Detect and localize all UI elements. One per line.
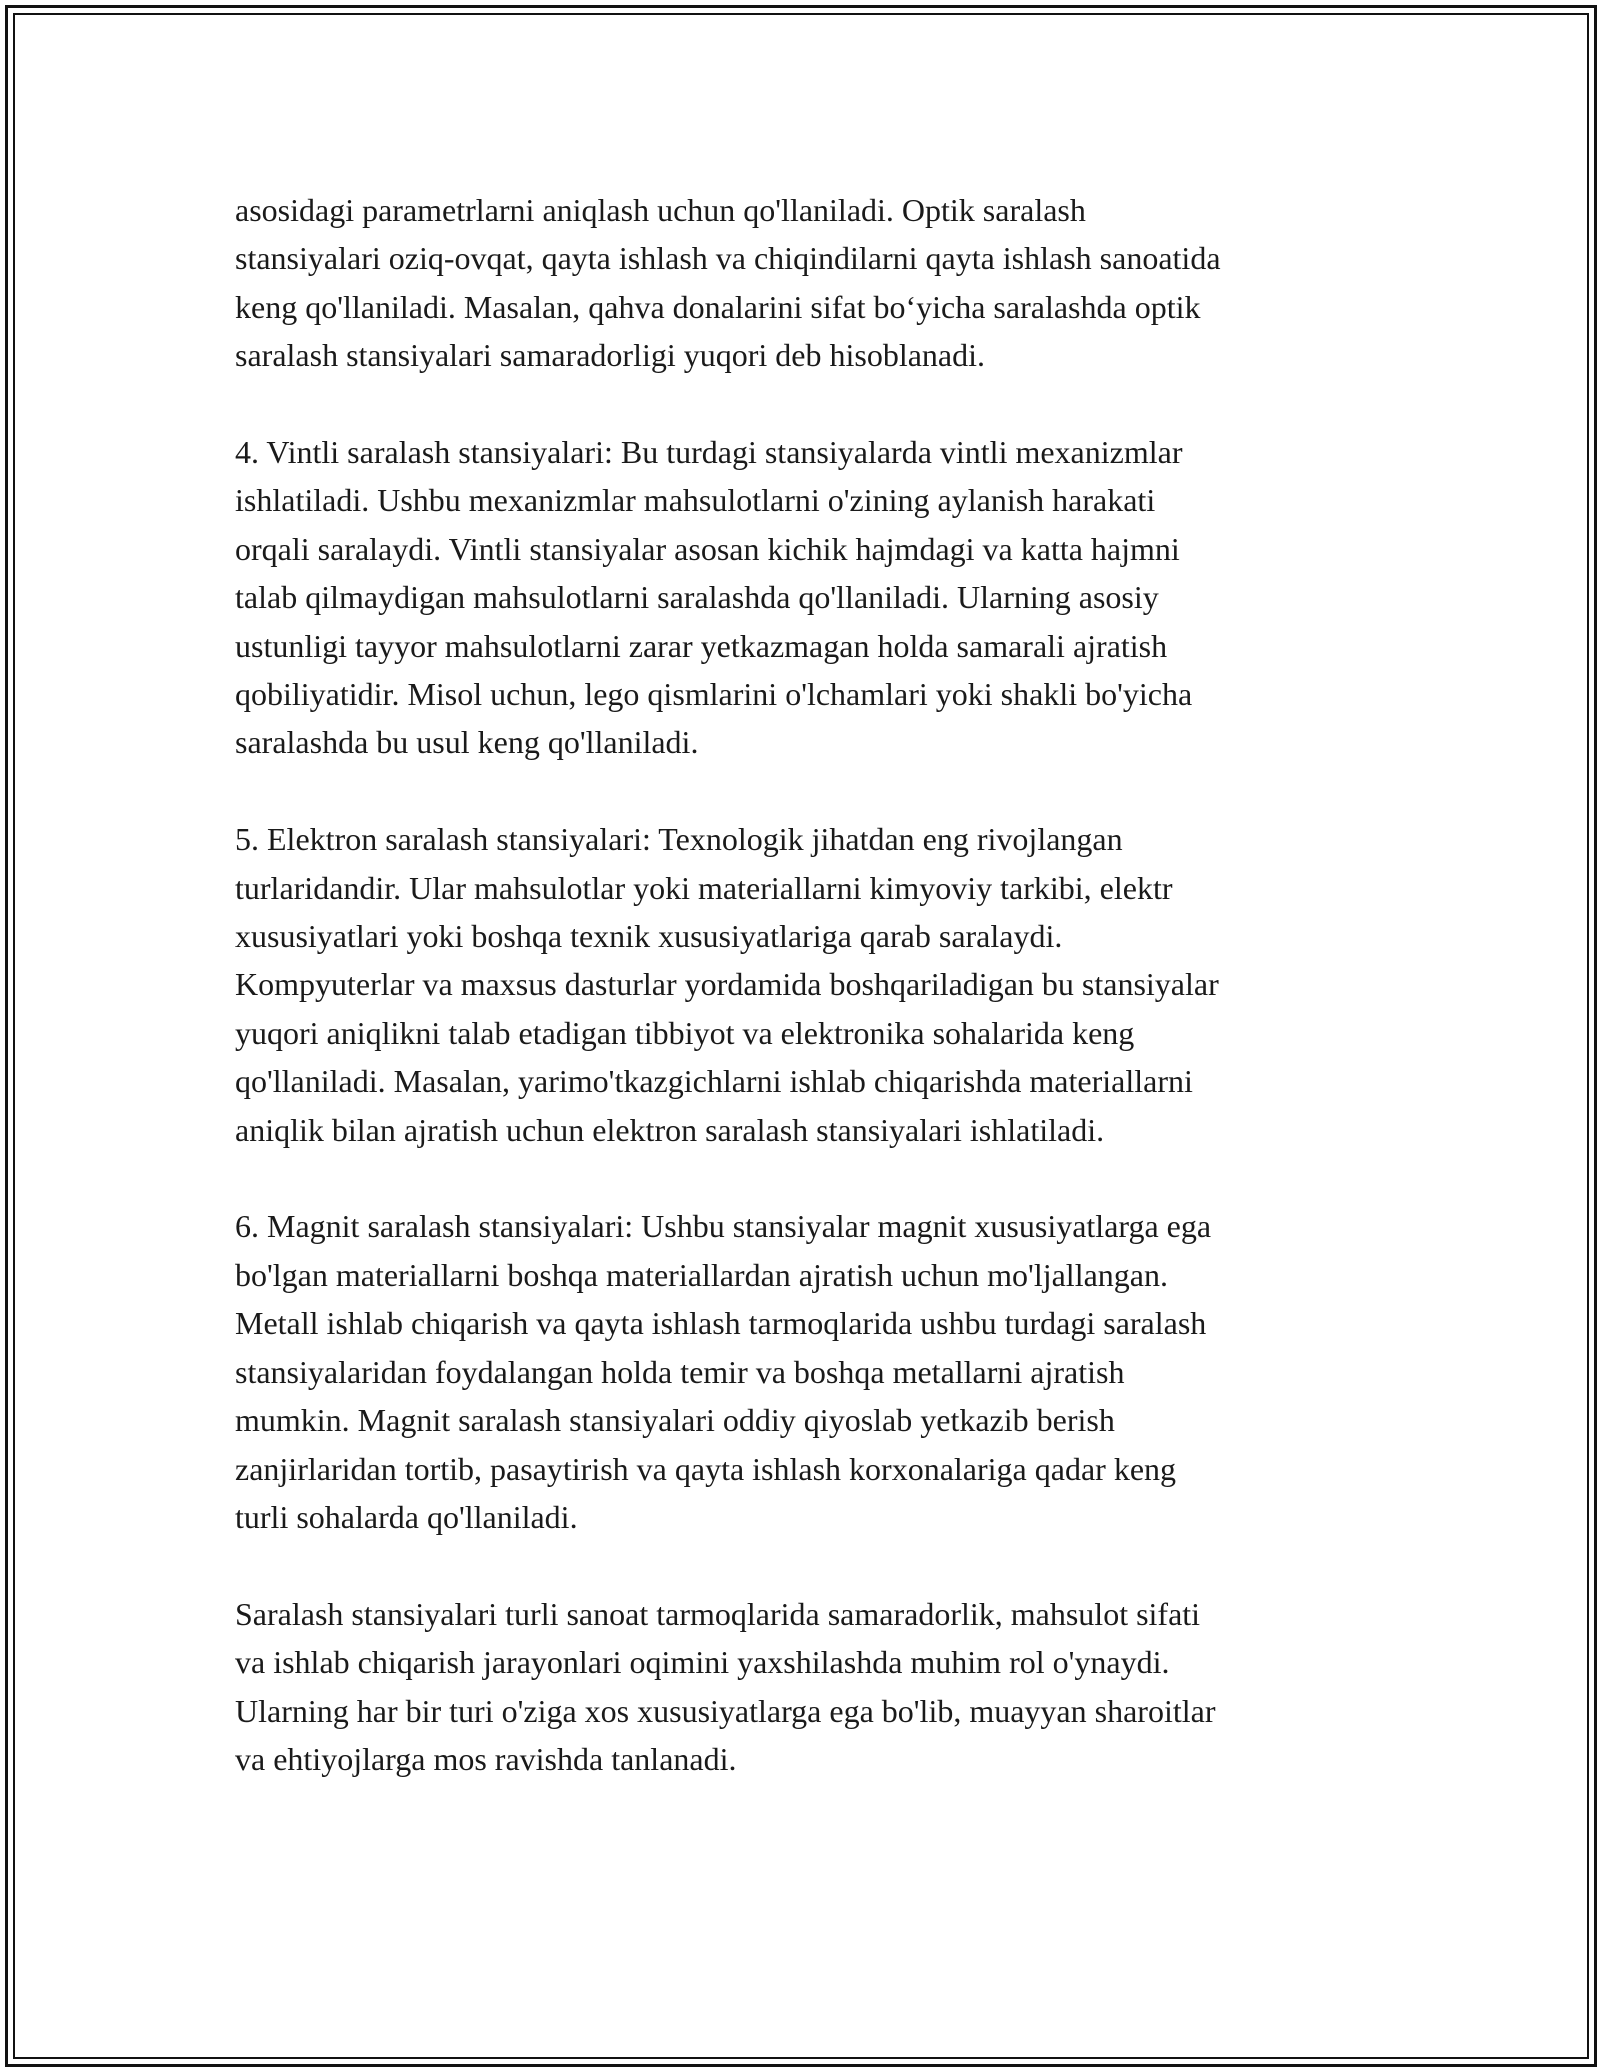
paragraph-optical-continued: asosidagi parametrlarni aniqlash uchun qo'llaniladi. Optik saralash stansiyalari oziq-ovqat, qayta ishlash va chiqindilarni qayta ishlash sanoatida keng qo'llaniladi. Masalan, qahva donalarini sifat bo‘yicha saralashda optik saralash stansiyalari samaradorligi yuqori deb hisoblanadi. (235, 192, 1221, 374)
paragraph-conclusion: Saralash stansiyalari turli sanoat tarmoqlarida samaradorlik, mahsulot sifati va ishlab chiqarish jarayonlari oqimini yaxshilashda muhim rol o'ynaydi. Ularning har bir turi o'ziga xos xususiyatlarga ega bo'lib, muayyan sharoitlar va ehtiyojlarga mos ravishda tanlanadi. (235, 1595, 1216, 1777)
paragraph-screw-sorting: 4. Vintli saralash stansiyalari: Bu turdagi stansiyalarda vintli mexanizmlar ishlatiladi. Ushbu mexanizmlar mahsulotlarni o'zining aylanish harakati orqali saralaydi. Vintli stansiyalar asosan kichik hajmdagi va katta hajmni talab qilmaydigan mahsulotlarni saralashda qo'llaniladi. Ularning asosiy ustunligi tayyor mahsulotlarni zarar yetkazmagan holda samarali ajratish qobiliyatidir. Misol uchun, lego qismlarini o'lchamlari yoki shakli bo'yicha saralashda bu usul keng qo'llaniladi. (235, 434, 1193, 761)
document-body (235, 186, 1385, 1783)
paragraph-electronic-sorting: 5. Elektron saralash stansiyalari: Texnologik jihatdan eng rivojlangan turlaridandir. Ular mahsulotlar yoki materiallarni kimyoviy tarkibi, elektr xususiyatlari yoki boshqa texnik xususiyatlariga qarab saralaydi. Kompyuterlar va maxsus dasturlar yordamida boshqariladigan bu stansiyalar yuqori aniqlikni talab etadigan tibbiyot va elektronika sohalarida keng qo'llaniladi. Masalan, yarimo'tkazgichlarni ishlab chiqarishda materiallarni aniqlik bilan ajratish uchun elektron saralash stansiyalari ishlatiladi. (235, 821, 1219, 1148)
paragraph-magnetic-sorting: 6. Magnit saralash stansiyalari: Ushbu stansiyalar magnit xususiyatlarga ega bo'lgan materiallarni boshqa materiallardan ajratish uchun mo'ljallangan. Metall ishlab chiqarish va qayta ishlash tarmoqlarida ushbu turdagi saralash stansiyalaridan foydalangan holda temir va boshqa metallarni ajratish mumkin. Magnit saralash stansiyalari oddiy qiyoslab yetkazib berish zanjirlaridan tortib, pasaytirish va qayta ishlash korxonalariga qadar keng turli sohalarda qo'llaniladi. (235, 1208, 1212, 1535)
